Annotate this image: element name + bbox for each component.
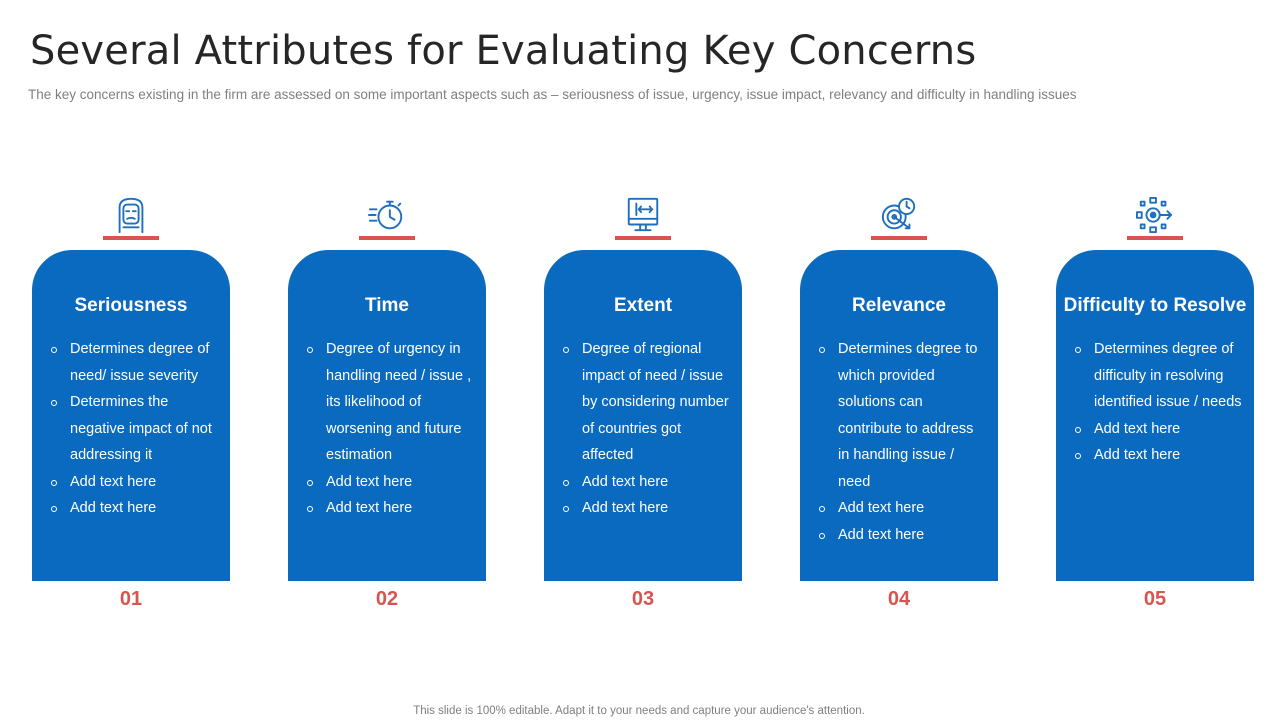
bullet-item: Add text here xyxy=(70,469,220,496)
attribute-column-time xyxy=(288,196,486,616)
bullet-list xyxy=(838,336,988,548)
card-title: Seriousness xyxy=(74,295,188,316)
bullet-item: Add text here xyxy=(70,495,220,522)
accent-bar xyxy=(103,236,159,240)
bullet-list xyxy=(326,336,476,522)
accent-bar xyxy=(1127,236,1183,240)
accent-bar xyxy=(615,236,671,240)
accent-bar xyxy=(359,236,415,240)
monitor-expand-icon xyxy=(544,196,742,236)
card-title: Extent xyxy=(613,295,673,316)
bullet-list xyxy=(582,336,732,522)
bullet-item: Determines the negative impact of not addressing it xyxy=(70,389,220,469)
attribute-card xyxy=(1056,250,1254,581)
bullet-list xyxy=(1094,336,1244,469)
stopwatch-icon xyxy=(288,196,486,236)
bullet-item: Add text here xyxy=(1094,416,1244,443)
bullet-item: Add text here xyxy=(582,495,732,522)
page-subtitle: The key concerns existing in the firm are assessed on some important aspects such as – seriousness of issue, urgency, issue impact, relevancy and difficulty in handling issues xyxy=(28,87,1077,102)
face-icon xyxy=(32,196,230,236)
attribute-column-seriousness xyxy=(32,196,230,616)
bullet-item: Add text here xyxy=(838,522,988,549)
footer-note: This slide is 100% editable. Adapt it to your needs and capture your audience's attention. xyxy=(413,705,865,717)
focus-target-icon xyxy=(1056,196,1254,236)
attribute-card xyxy=(800,250,998,581)
step-number: 04 xyxy=(887,588,911,610)
bullet-item: Add text here xyxy=(1094,442,1244,469)
attribute-column-relevance xyxy=(800,196,998,616)
bullet-item: Add text here xyxy=(326,495,476,522)
attribute-column-difficulty xyxy=(1056,196,1254,616)
attribute-column-extent xyxy=(544,196,742,616)
accent-bar xyxy=(871,236,927,240)
bullet-item: Determines degree of difficulty in resolving identified issue / needs xyxy=(1094,336,1244,416)
page-title: Several Attributes for Evaluating Key Concerns xyxy=(30,28,977,74)
bullet-item: Add text here xyxy=(582,469,732,496)
bullet-list xyxy=(70,336,220,522)
bullet-item: Degree of urgency in handling need / issue , its likelihood of worsening and future estimation xyxy=(326,336,476,469)
card-title: Difficulty to Resolve xyxy=(1063,295,1247,316)
bullet-item: Determines degree to which provided solutions can contribute to address in handling issue / need xyxy=(838,336,988,495)
card-title: Relevance xyxy=(851,295,946,316)
target-clock-icon xyxy=(800,196,998,236)
attribute-card xyxy=(544,250,742,581)
bullet-item: Add text here xyxy=(326,469,476,496)
step-number: 03 xyxy=(631,588,655,610)
step-number: 02 xyxy=(375,588,399,610)
step-number: 05 xyxy=(1143,588,1167,610)
card-title: Time xyxy=(364,295,409,316)
attribute-card xyxy=(288,250,486,581)
step-number: 01 xyxy=(119,588,143,610)
bullet-item: Add text here xyxy=(838,495,988,522)
attribute-card xyxy=(32,250,230,581)
bullet-item: Determines degree of need/ issue severity xyxy=(70,336,220,389)
bullet-item: Degree of regional impact of need / issue by considering number of countries got affected xyxy=(582,336,732,469)
